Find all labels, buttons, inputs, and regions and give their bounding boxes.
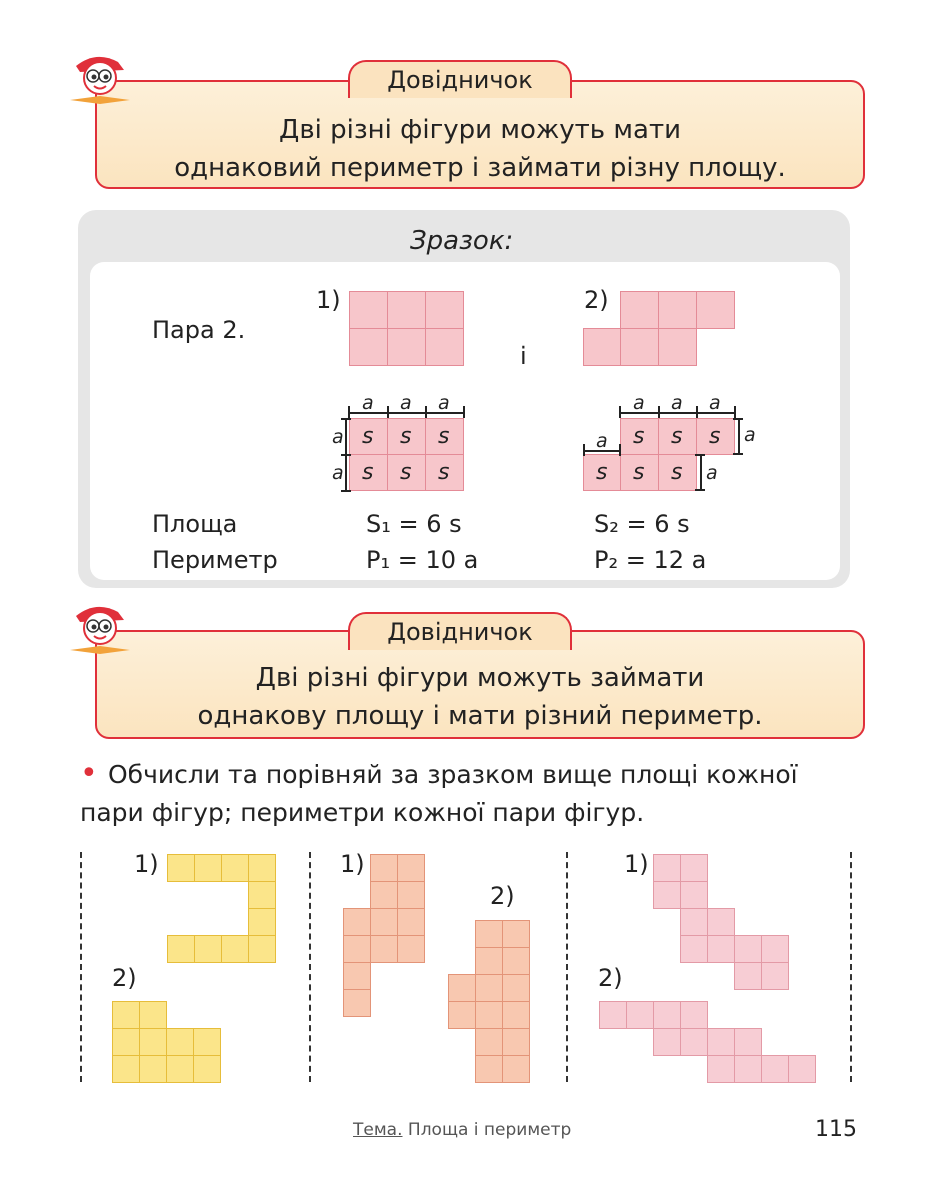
hint-1-line-2: однаковий периметр і займати різну площу. (174, 153, 786, 183)
group-3-label-2: 2) (598, 964, 623, 992)
perimeter-2: P₂ = 12 a (594, 546, 707, 574)
task-line-1: Обчисли та порівняй за зразком вище площі кожної (108, 760, 798, 789)
pair-label: Пара 2. (152, 316, 246, 344)
hint-2-line-1: Дві різні фігури можуть займати (255, 663, 705, 693)
group-3-label-1: 1) (624, 850, 649, 878)
footer-topic-text: Площа і периметр (407, 1120, 572, 1140)
page-number: 115 (815, 1117, 857, 1142)
separator (850, 852, 852, 1082)
and-word: і (520, 342, 527, 370)
task-line-2: пари фігур; периметри кожної пари фігур. (80, 798, 645, 827)
area-1: S₁ = 6 s (366, 510, 462, 538)
hint-1-tab: Довідничок (348, 60, 572, 98)
fig2-label: 2) (584, 286, 609, 314)
area-2: S₂ = 6 s (594, 510, 690, 538)
area-label: Площа (152, 510, 238, 538)
group-2-label-2: 2) (490, 882, 515, 910)
group-1-label-2: 2) (112, 964, 137, 992)
separator (80, 852, 82, 1082)
group-2-label-1: 1) (340, 850, 365, 878)
sample-title: Зразок: (410, 226, 514, 256)
task-bullet: • (80, 756, 98, 791)
group-1-label-1: 1) (134, 850, 159, 878)
fig1-label: 1) (316, 286, 341, 314)
perimeter-label: Периметр (152, 546, 278, 574)
footer-topic (353, 1120, 571, 1140)
hint-2-line-2: однакову площу і мати різний периметр. (197, 701, 763, 731)
separator (309, 852, 311, 1082)
hint-2-tab: Довідничок (348, 612, 572, 650)
mascot-icon (66, 48, 136, 108)
footer-topic-label: Тема. (353, 1120, 403, 1140)
separator (566, 852, 568, 1082)
perimeter-1: P₁ = 10 a (366, 546, 479, 574)
hint-1-line-1: Дві різні фігури можуть мати (279, 115, 681, 145)
mascot-icon (66, 598, 136, 658)
